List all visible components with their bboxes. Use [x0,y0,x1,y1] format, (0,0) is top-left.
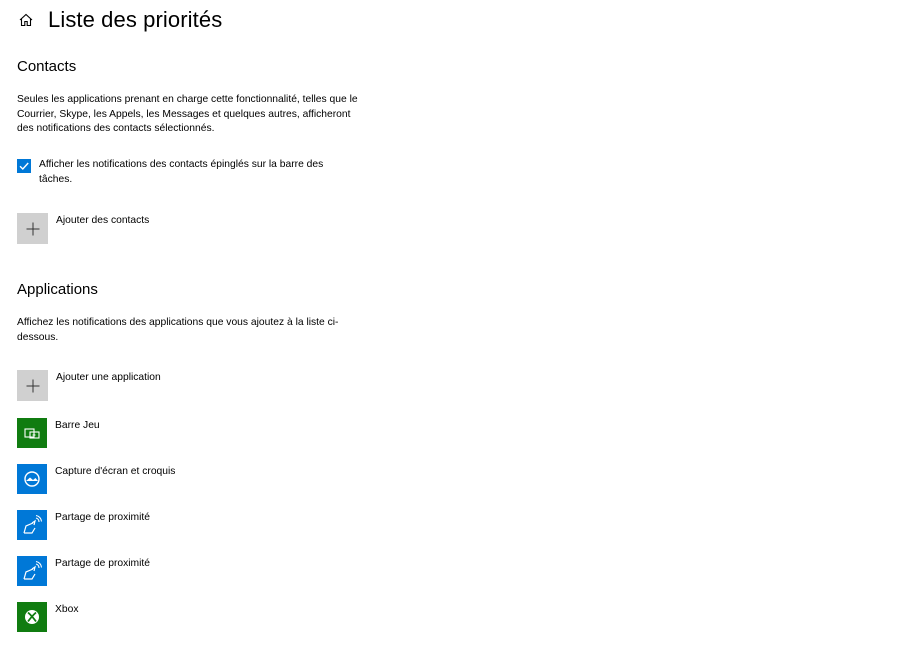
app-label: Barre Jeu [55,420,100,431]
app-label: Capture d'écran et croquis [55,466,176,477]
app-label: Xbox [55,604,79,615]
applications-section-title: Applications [17,281,98,298]
plus-icon [17,213,48,244]
add-contacts-label: Ajouter des contacts [56,215,150,226]
plus-icon [17,370,48,401]
nearby-share-icon [17,510,47,540]
contacts-description: Seules les applications prenant en charge cette fonctionnalité, telles que le Courrier, Skype, les Appels, les Messages et quelques autres, afficheront des notifications des contacts sélectionnés. [17,94,358,135]
page-title: Liste des priorités [48,7,223,32]
app-list-item[interactable] [17,418,100,448]
game-bar-icon [17,418,47,448]
home-icon[interactable] [18,12,34,28]
app-list-item[interactable] [17,556,150,586]
app-label: Partage de proximité [55,512,151,523]
contacts-section-title: Contacts [17,58,77,75]
app-label: Partage de proximité [55,558,151,569]
add-application-label: Ajouter une application [56,372,161,383]
pinned-contacts-checkbox[interactable] [17,159,31,173]
app-list-item[interactable] [17,602,78,632]
checkmark-icon [18,160,30,172]
app-list-item[interactable] [17,464,175,494]
applications-description: Affichez les notifications des applications que vous ajoutez à la liste ci-dessous. [17,317,339,343]
xbox-icon [17,602,47,632]
add-application-button[interactable] [17,370,161,401]
add-contacts-button[interactable] [17,213,149,244]
snip-sketch-icon [17,464,47,494]
pinned-contacts-checkbox-label: Afficher les notifications des contacts épinglés sur la barre des tâches. [39,159,324,185]
app-list-item[interactable] [17,510,150,540]
pinned-contacts-checkbox-row[interactable] [17,158,357,187]
nearby-share-icon [17,556,47,586]
page-header [18,5,222,35]
